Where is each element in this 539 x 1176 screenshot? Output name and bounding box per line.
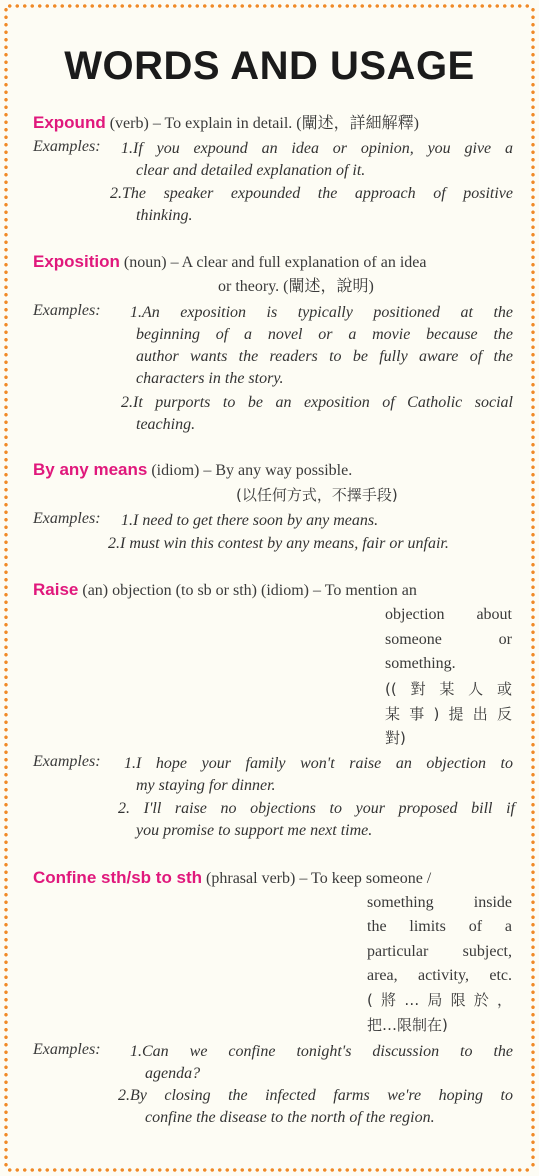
example-line: beginning of a novel or a movie because the xyxy=(136,326,513,343)
definition: objection about xyxy=(385,606,512,623)
entry-heading xyxy=(33,112,419,135)
entry-heading xyxy=(33,459,352,482)
entry-heading xyxy=(33,867,431,890)
term: Expound xyxy=(33,113,106,132)
dotted-border-bottom xyxy=(6,1168,533,1172)
example-line: 2.By closing the infected farms we're hoping to xyxy=(118,1087,513,1104)
definition: – By any way possible. xyxy=(203,462,353,479)
definition-chinese: (以任何方式，不擇手段) xyxy=(236,486,398,504)
example-line: 2. I'll raise no objections to your proposed bill if xyxy=(118,800,515,817)
definition: something. xyxy=(385,655,456,672)
definition: area, activity, etc. xyxy=(367,967,512,984)
example-line: teaching. xyxy=(136,416,196,433)
example-line: clear and detailed explanation of it. xyxy=(136,162,366,179)
entry-heading xyxy=(33,251,513,274)
dotted-border-left xyxy=(4,6,8,1170)
example-line: my staying for dinner. xyxy=(136,777,276,794)
examples-label: Examples: xyxy=(33,302,101,319)
dotted-border-right xyxy=(531,6,535,1170)
definition-chinese: 某事)提出反 xyxy=(385,705,512,723)
definition: – To keep someone / xyxy=(299,870,432,887)
definition: or theory. (闡述，說明) xyxy=(218,278,374,295)
example-line: 2.The speaker expounded the approach of positive xyxy=(110,185,513,202)
examples-label: Examples: xyxy=(33,138,101,155)
definition: particular subject, xyxy=(367,943,512,960)
term: Exposition xyxy=(33,252,120,271)
definition: the limits of a xyxy=(367,918,512,935)
part-of-speech: (an) objection (to sb or sth) (idiom) xyxy=(82,582,309,599)
entry-heading xyxy=(33,579,417,602)
dotted-border-top xyxy=(6,4,533,8)
example-line: 1.Can we confine tonight's discussion to the xyxy=(130,1043,513,1060)
part-of-speech: (noun) xyxy=(123,254,167,271)
example-line: thinking. xyxy=(136,207,193,224)
definition: – To explain in detail. (闡述，詳細解釋) xyxy=(152,115,419,132)
example-line: you promise to support me next time. xyxy=(136,822,373,839)
example-line: 2.I must win this contest by any means, fair or unfair. xyxy=(108,535,449,552)
example-line: 1.An exposition is typically positioned at the xyxy=(130,304,513,321)
example-line: agenda? xyxy=(145,1065,201,1082)
example-line: characters in the story. xyxy=(136,370,284,387)
definition: – A clear and full explanation of an idea xyxy=(170,254,427,271)
definition-chinese: 對) xyxy=(385,729,406,747)
example-line: confine the disease to the north of the region. xyxy=(145,1109,435,1126)
examples-label: Examples: xyxy=(33,753,101,770)
part-of-speech: (verb) xyxy=(109,115,149,132)
definition-chinese: (將…局限於， xyxy=(367,991,512,1009)
definition-chinese: 把…限制在) xyxy=(367,1016,448,1034)
example-line: author wants the readers to be fully aware of the xyxy=(136,348,513,365)
example-line: 1.I need to get there soon by any means. xyxy=(121,512,379,529)
term: Raise xyxy=(33,580,79,599)
term: Confine sth/sb to sth xyxy=(33,868,203,887)
examples-label: Examples: xyxy=(33,510,101,527)
definition: something inside xyxy=(367,894,512,911)
examples-label: Examples: xyxy=(33,1041,101,1058)
definition-chinese: ((對某人或 xyxy=(385,680,512,698)
part-of-speech: (phrasal verb) xyxy=(206,870,296,887)
part-of-speech: (idiom) xyxy=(151,462,200,479)
definition: someone or xyxy=(385,631,512,648)
definition: – To mention an xyxy=(313,582,417,599)
term: By any means xyxy=(33,460,148,479)
example-line: 2.It purports to be an exposition of Catholic social xyxy=(121,394,513,411)
page-title: WORDS AND USAGE xyxy=(64,44,475,88)
example-line: 1.If you expound an idea or opinion, you give a xyxy=(121,140,513,157)
example-line: 1.I hope your family won't raise an objection to xyxy=(124,755,513,772)
